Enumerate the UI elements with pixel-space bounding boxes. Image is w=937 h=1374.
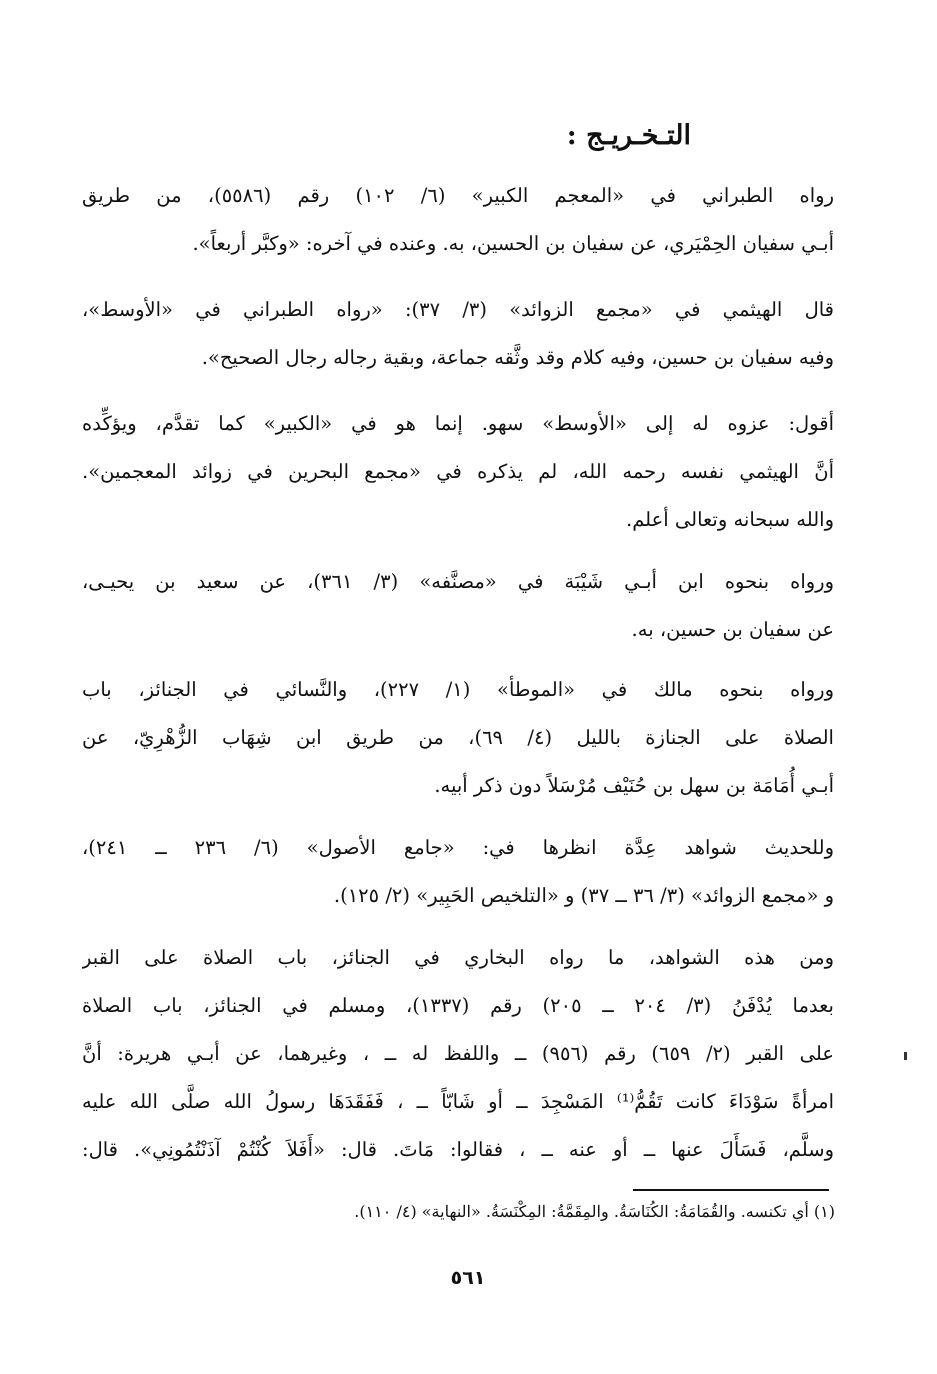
text-line: بعدما يُدْفَنُ (٣/ ٢٠٤ ــ ٢٠٥) رقم (١٣٣٧)، ومسلم في الجنائز، باب الصلاة xyxy=(82,994,834,1017)
footnote-divider xyxy=(633,1189,829,1191)
page-number: ٥٦١ xyxy=(450,1267,486,1289)
text-line: أبـي أُمَامَة بن سهل بن حُنَيْف مُرْسَلاً دون ذكر أبيه. xyxy=(434,774,834,797)
paragraph-7 xyxy=(82,934,834,1174)
text-line: أنَّ الهيثمي نفسه رحمه الله، لم يذكره في «مجمع البحرين في زوائد المعجمين». xyxy=(82,460,834,483)
text-line: عن سفيان بن حسين، به. xyxy=(631,618,834,641)
text-line: رواه الطبراني في «المعجم الكبير» (٦/ ١٠٢) رقم (٥٥٨٦)، من طريق xyxy=(82,184,834,207)
paragraph-3 xyxy=(82,400,834,544)
paragraph-6 xyxy=(82,824,834,920)
text-line: والله سبحانه وتعالى أعلم. xyxy=(626,508,834,531)
paragraph-2 xyxy=(82,286,834,382)
text-line: أقول: عزوه له إلى «الأوسط» سهو. إنما هو في «الكبير» كما تقدَّم، ويؤكِّده xyxy=(82,412,834,435)
paragraph-5 xyxy=(82,666,834,810)
text-line: قال الهيثمي في «مجمع الزوائد» (٣/ ٣٧): «رواه الطبراني في «الأوسط»، xyxy=(82,298,834,321)
paragraph-1 xyxy=(82,172,834,268)
text-line: أبـي سفيان الحِمْيَري، عن سفيان بن الحسين، به. وعنده في آخره: «وكبَّر أربعاً». xyxy=(192,232,834,255)
text-line: وفيه سفيان بن حسين، وفيه كلام وقد وثَّقه جماعة، وبقية رجاله رجال الصحيح». xyxy=(201,346,834,369)
footnote: (١) أي تكنسه. والقُمَامَةُ: الكُنَاسَةُ. والمِقَمَّةُ: المِكْنَسَةُ. «النهاية» (٤/ ١١٠). xyxy=(354,1202,835,1221)
text-line: وسلَّم، فَسَأَلَ عنها ــ أو عنه ــ ، فقالوا: مَاتَ. قال: «أَفَلاَ كُنْتُمْ آذَنْتُمُونِي». قال: xyxy=(82,1138,834,1161)
text-line: على القبر (٢/ ٦٥٩) رقم (٩٥٦) ــ واللفظ له ــ ، وغيرهما، عن أبـي هريرة: أنَّ xyxy=(82,1042,834,1065)
section-heading: التـخـريـج : xyxy=(566,120,691,151)
text-line: و «مجمع الزوائد» (٣/ ٣٦ ــ ٣٧) و «التلخيص الحَبِير» (٢/ ١٢٥). xyxy=(333,884,834,907)
text-line: ورواه بنحوه مالك في «الموطأ» (١/ ٢٢٧)، والنَّسائي في الجنائز، باب xyxy=(82,678,834,701)
scan-speck xyxy=(904,1052,907,1060)
text-line: وللحديث شواهد عِدَّة انظرها في: «جامع الأصول» (٦/ ٢٣٦ ــ ٢٤١)، xyxy=(82,836,834,859)
text-line: الصلاة على الجنازة بالليل (٤/ ٦٩)، من طريق ابن شِهَاب الزُّهْرِيّ، عن xyxy=(82,726,834,749)
text-line: ومن هذه الشواهد، ما رواه البخاري في الجنائز، باب الصلاة على القبر xyxy=(82,946,834,969)
text-line: ورواه بنحوه ابن أبـي شَيْبَة في «مصنَّفه» (٣/ ٣٦١)، عن سعيد بن يحيـى، xyxy=(82,570,834,593)
paragraph-4 xyxy=(82,558,834,654)
text-line: امرأةً سَوْدَاءَ كانت تَقُمُّ⁽¹⁾ المَسْجِدَ ــ أو شَابّاً ــ ، فَفَقَدَهَا رسولُ الله صلَّى الله عليه xyxy=(82,1090,834,1113)
